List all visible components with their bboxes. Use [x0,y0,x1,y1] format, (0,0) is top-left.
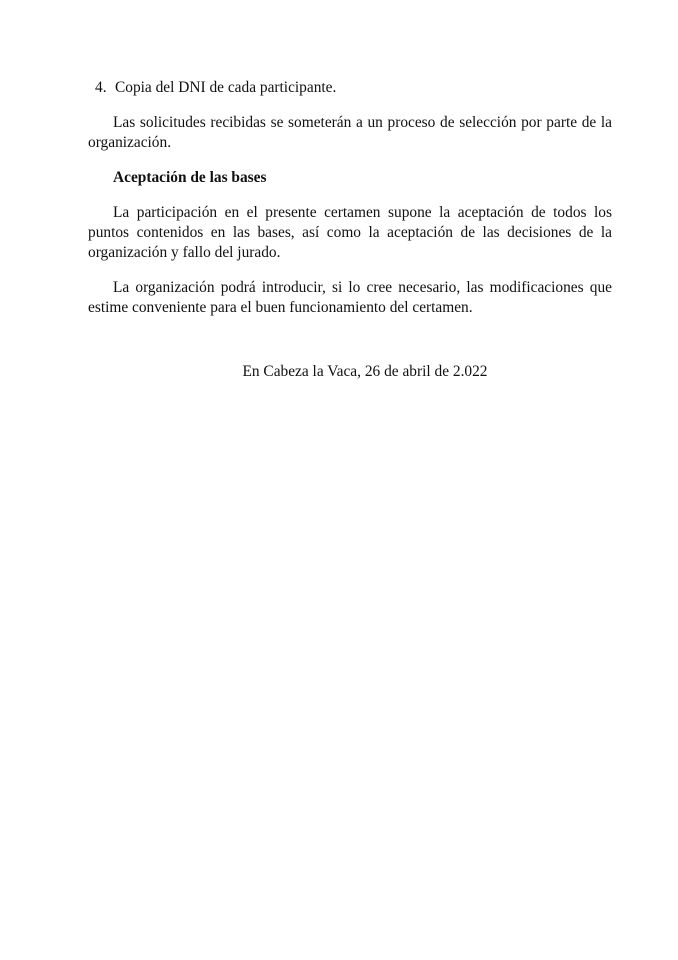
section-heading: Aceptación de las bases [113,169,267,186]
paragraph-participacion: La participación en el presente certamen supone la aceptación de todos los puntos contenidos en las bases, así como la aceptación de las decisiones de la organización y fallo del jurado. [88,204,612,261]
list-item-4 [88,78,612,98]
list-item-number: 4. [95,79,107,96]
paragraph-organizacion: La organización podrá introducir, si lo cree necesario, las modificaciones que estime conveniente para el buen funcionamiento del certamen. [88,279,612,316]
list-item-text: Copia del DNI de cada participante. [115,79,337,96]
paragraph-solicitudes: Las solicitudes recibidas se someterán a un proceso de selección por parte de la organización. [88,114,612,151]
signoff-place-date: En Cabeza la Vaca, 26 de abril de 2.022 [242,363,488,380]
document-body [88,78,612,382]
